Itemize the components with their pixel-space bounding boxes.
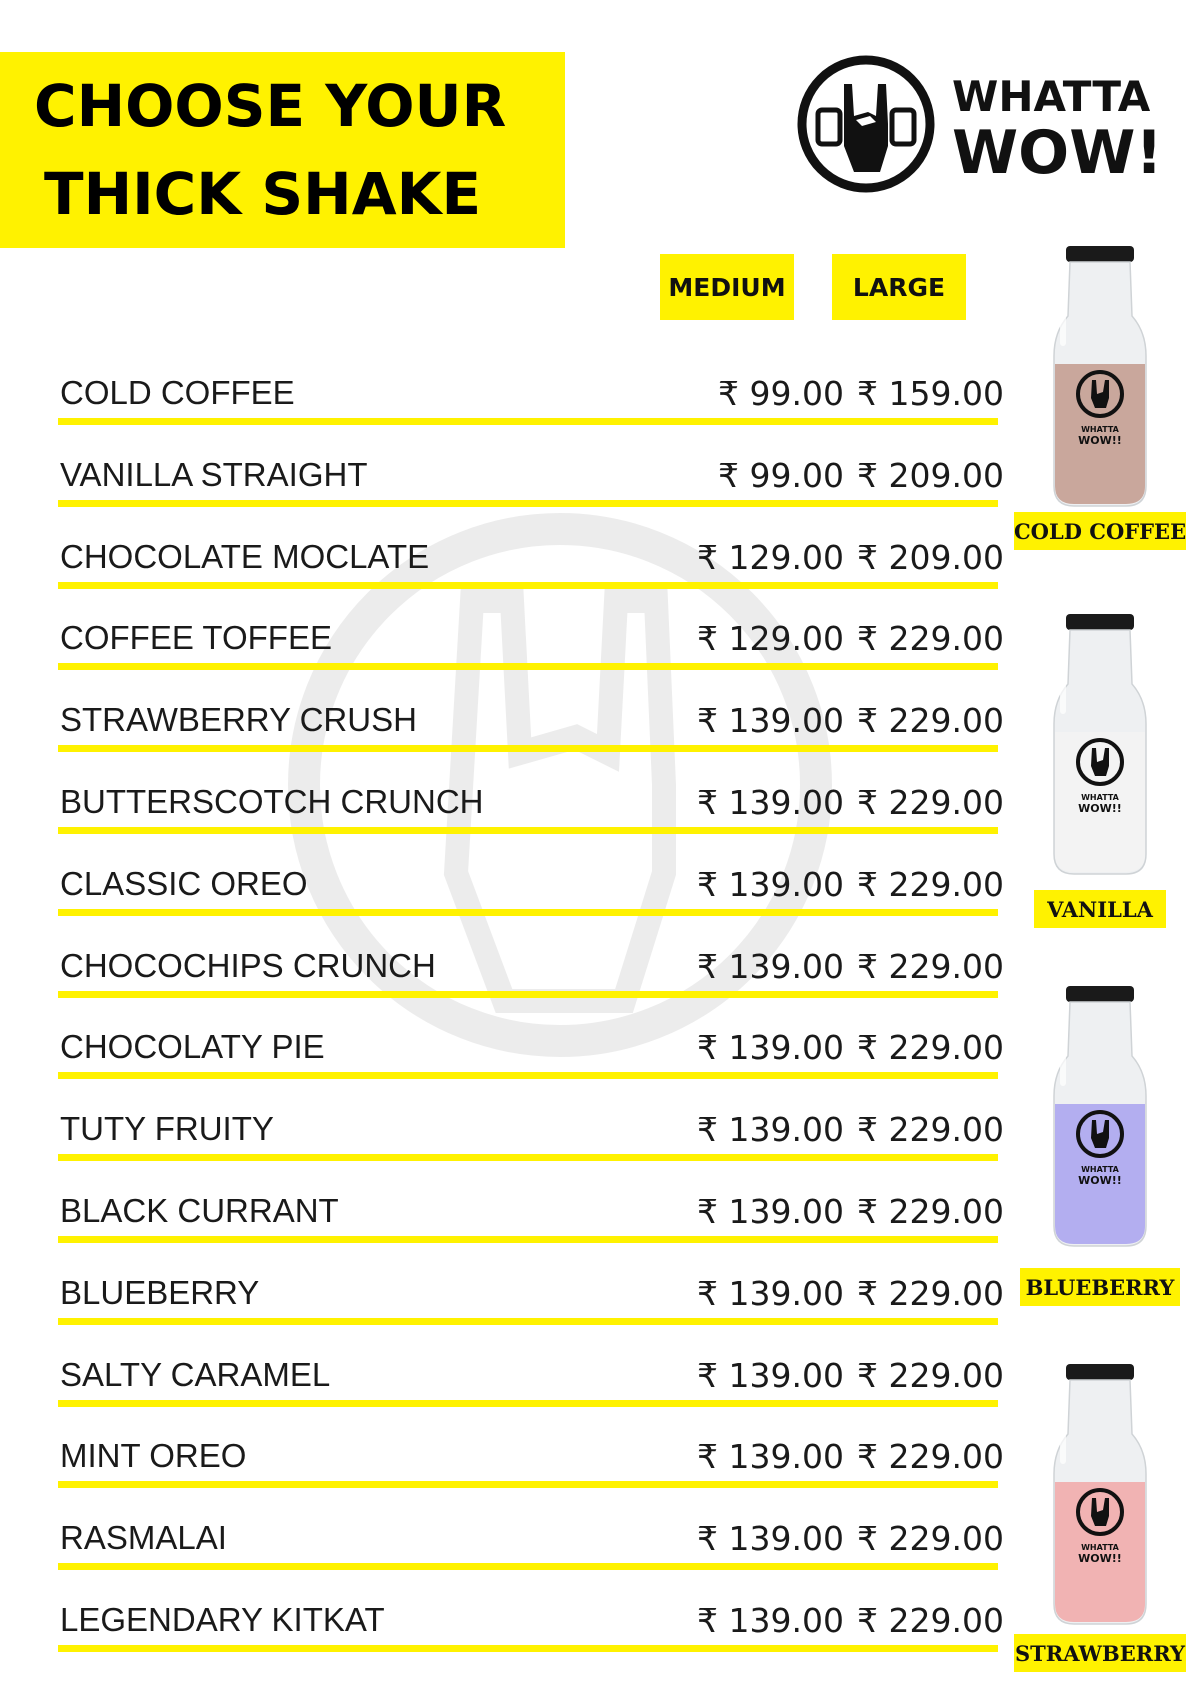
bottle-brand-line2: WOW!! bbox=[1078, 1174, 1122, 1187]
menu-row bbox=[58, 939, 1004, 1021]
large-price: ₹ 209.00 bbox=[857, 537, 1004, 577]
row-divider bbox=[58, 500, 998, 507]
page-title-line1: CHOOSE YOUR bbox=[34, 72, 507, 140]
medium-price: ₹ 139.00 bbox=[697, 1273, 844, 1313]
row-divider bbox=[58, 1400, 998, 1407]
item-name: SALTY CARAMEL bbox=[60, 1355, 331, 1393]
medium-price: ₹ 139.00 bbox=[697, 1192, 844, 1231]
row-divider bbox=[58, 991, 998, 998]
medium-price: ₹ 139.00 bbox=[697, 701, 844, 741]
large-column-header: LARGE bbox=[832, 254, 966, 320]
row-divider bbox=[58, 418, 998, 425]
large-price: ₹ 229.00 bbox=[857, 701, 1004, 741]
medium-price: ₹ 139.00 bbox=[697, 946, 844, 986]
large-price: ₹ 229.00 bbox=[857, 783, 1004, 822]
medium-price: ₹ 99.00 bbox=[718, 455, 844, 495]
row-divider bbox=[58, 1481, 998, 1488]
row-divider bbox=[58, 827, 998, 834]
row-divider bbox=[58, 1318, 998, 1325]
bottle-brand-line2: WOW!! bbox=[1078, 802, 1122, 815]
medium-price: ₹ 99.00 bbox=[718, 374, 844, 413]
medium-price: ₹ 129.00 bbox=[697, 619, 844, 659]
bottle-brand-line1: WHATTA bbox=[1081, 1543, 1119, 1552]
medium-price: ₹ 139.00 bbox=[697, 864, 844, 904]
menu-row bbox=[58, 1593, 1004, 1675]
item-name: LEGENDARY KITKAT bbox=[60, 1601, 385, 1638]
large-price: ₹ 209.00 bbox=[857, 455, 1004, 495]
large-price: ₹ 229.00 bbox=[857, 1273, 1004, 1313]
medium-price: ₹ 139.00 bbox=[697, 1519, 844, 1559]
menu-row bbox=[58, 448, 1004, 530]
large-price: ₹ 229.00 bbox=[857, 946, 1004, 986]
menu-row bbox=[58, 1184, 1004, 1266]
bottle-brand-line2: WOW!! bbox=[1078, 1552, 1122, 1565]
menu-row bbox=[58, 857, 1004, 939]
bottle-brand-line1: WHATTA bbox=[1081, 793, 1119, 802]
row-divider bbox=[58, 1072, 998, 1079]
bottle-brand-line1: WHATTA bbox=[1081, 425, 1119, 434]
menu-row bbox=[58, 530, 1004, 612]
item-name: MINT OREO bbox=[60, 1437, 247, 1475]
bottle-label: COLD COFFEE bbox=[1014, 512, 1186, 550]
shake-bottle-icon bbox=[1052, 1364, 1148, 1626]
menu-row bbox=[58, 1429, 1004, 1511]
menu-row bbox=[58, 366, 1004, 448]
shake-bottle-icon bbox=[1052, 614, 1148, 876]
item-name: COFFEE TOFFEE bbox=[60, 619, 332, 657]
menu-row bbox=[58, 775, 1004, 857]
medium-column-header: MEDIUM bbox=[660, 254, 794, 320]
row-divider bbox=[58, 582, 998, 589]
bottle-label: VANILLA bbox=[1034, 890, 1166, 928]
medium-price: ₹ 139.00 bbox=[697, 783, 844, 822]
item-name: BLACK CURRANT bbox=[60, 1192, 339, 1229]
item-name: STRAWBERRY CRUSH bbox=[60, 701, 417, 739]
menu-row bbox=[58, 1348, 1004, 1430]
large-price: ₹ 229.00 bbox=[857, 1601, 1004, 1640]
row-divider bbox=[58, 745, 998, 752]
medium-price: ₹ 129.00 bbox=[697, 537, 844, 577]
bottle-brand-line1: WHATTA bbox=[1081, 1165, 1119, 1174]
medium-price: ₹ 139.00 bbox=[697, 1355, 844, 1395]
shake-bottle-icon bbox=[1052, 246, 1148, 508]
shake-bottle-icon bbox=[1052, 986, 1148, 1248]
menu-row bbox=[58, 1020, 1004, 1102]
medium-price: ₹ 139.00 bbox=[697, 1437, 844, 1477]
large-price: ₹ 229.00 bbox=[857, 1192, 1004, 1231]
medium-price: ₹ 139.00 bbox=[697, 1028, 844, 1068]
large-price: ₹ 229.00 bbox=[857, 1110, 1004, 1150]
menu-row bbox=[58, 611, 1004, 693]
large-price: ₹ 229.00 bbox=[857, 864, 1004, 904]
row-divider bbox=[58, 909, 998, 916]
rock-hand-logo-icon bbox=[796, 54, 936, 194]
large-price: ₹ 229.00 bbox=[857, 1519, 1004, 1559]
menu-row bbox=[58, 1266, 1004, 1348]
bottle-label: BLUEBERRY bbox=[1020, 1268, 1180, 1306]
large-price: ₹ 229.00 bbox=[857, 1437, 1004, 1477]
menu-row bbox=[58, 1102, 1004, 1184]
medium-price: ₹ 139.00 bbox=[697, 1601, 844, 1640]
item-name: CLASSIC OREO bbox=[60, 864, 308, 902]
item-name: RASMALAI bbox=[60, 1519, 227, 1557]
large-price: ₹ 229.00 bbox=[857, 1355, 1004, 1395]
page-title-line2: THICK SHAKE bbox=[44, 160, 482, 228]
row-divider bbox=[58, 1563, 998, 1570]
bottle-brand-line2: WOW!! bbox=[1078, 434, 1122, 447]
item-name: TUTY FRUITY bbox=[60, 1110, 274, 1148]
item-name: CHOCOLATE MOCLATE bbox=[60, 537, 430, 575]
item-name: CHOCOLATY PIE bbox=[60, 1028, 325, 1066]
bottle-label: STRAWBERRY bbox=[1014, 1634, 1186, 1672]
menu-row bbox=[58, 693, 1004, 775]
row-divider bbox=[58, 663, 998, 670]
item-name: BLUEBERRY bbox=[60, 1273, 260, 1311]
item-name: BUTTERSCOTCH CRUNCH bbox=[60, 783, 484, 820]
row-divider bbox=[58, 1645, 998, 1652]
item-name: CHOCOCHIPS CRUNCH bbox=[60, 946, 436, 984]
item-name: COLD COFFEE bbox=[60, 374, 295, 411]
brand-name-line1: WHATTA bbox=[952, 72, 1151, 121]
brand-name-line2: WOW! bbox=[952, 118, 1163, 188]
menu-row bbox=[58, 1511, 1004, 1593]
row-divider bbox=[58, 1154, 998, 1161]
medium-price: ₹ 139.00 bbox=[697, 1110, 844, 1150]
large-price: ₹ 229.00 bbox=[857, 1028, 1004, 1068]
large-price: ₹ 159.00 bbox=[857, 374, 1004, 413]
large-price: ₹ 229.00 bbox=[857, 619, 1004, 659]
row-divider bbox=[58, 1236, 998, 1243]
item-name: VANILLA STRAIGHT bbox=[60, 455, 368, 493]
